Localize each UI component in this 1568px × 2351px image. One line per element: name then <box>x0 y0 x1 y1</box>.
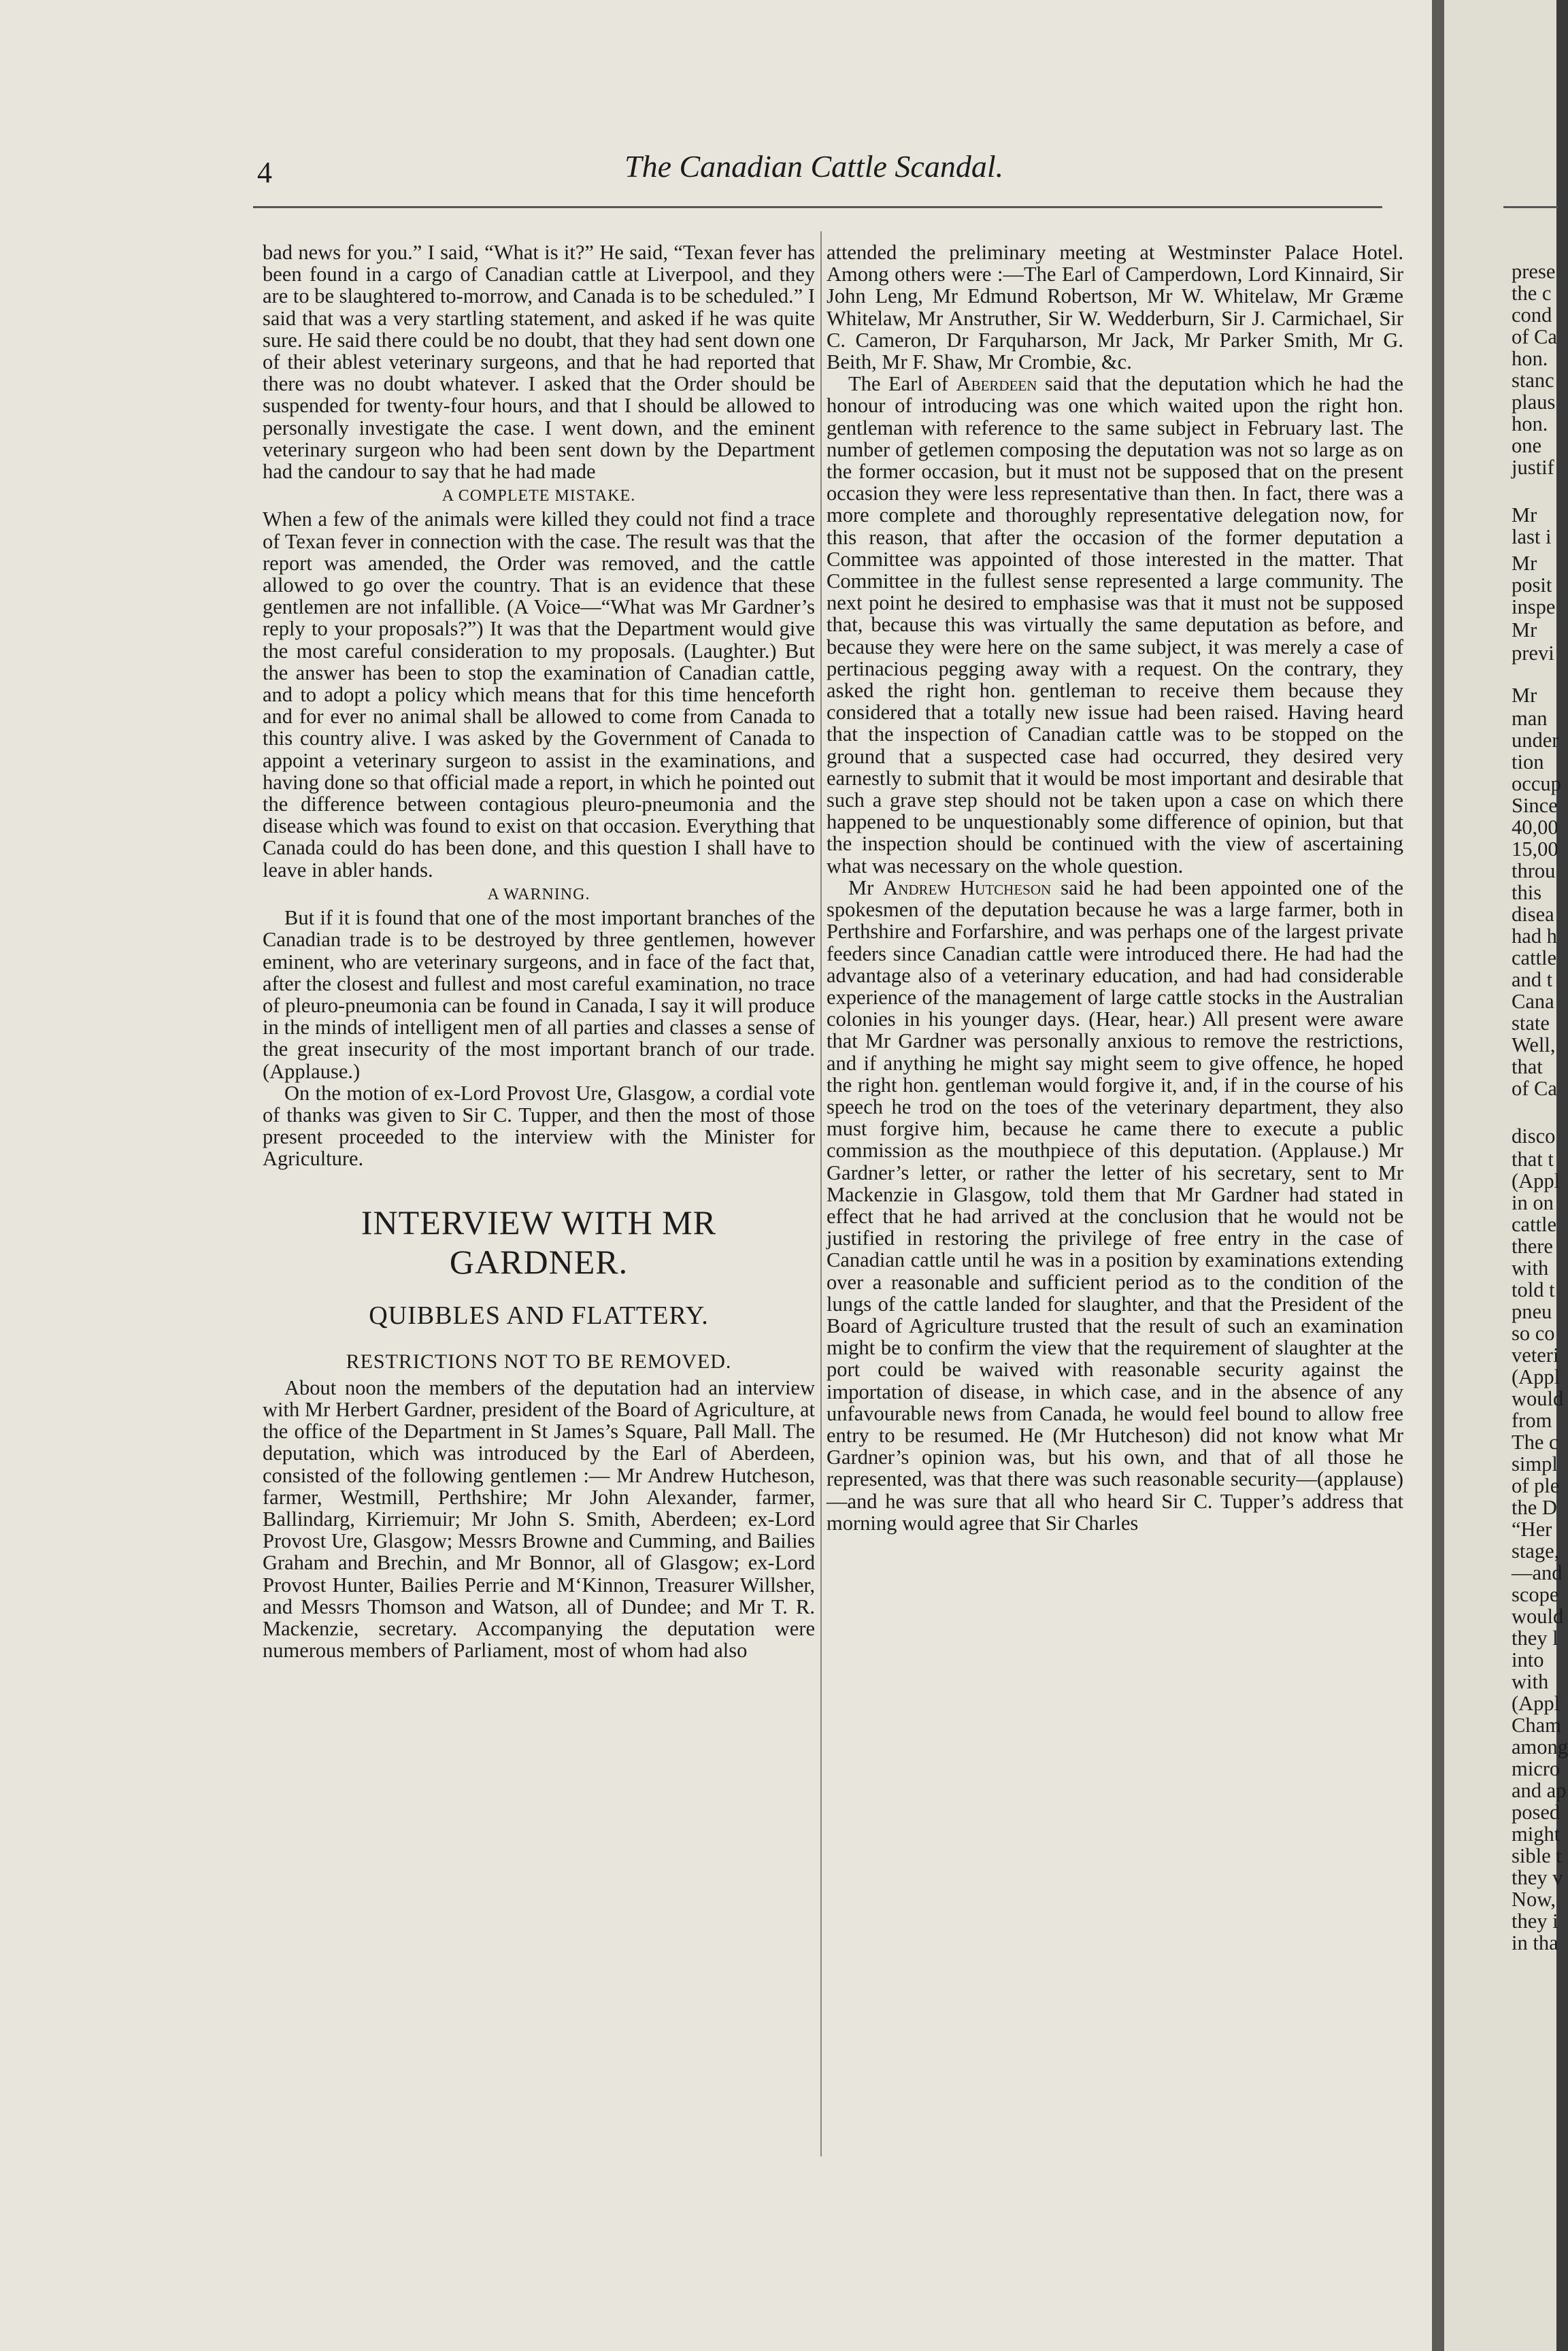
book-spine <box>1432 0 1444 2351</box>
warning-paragraph: But if it is found that one of the most important branches of the Canadian trade is to be destroyed by three gentlemen, however eminent, who are veterinary surgeons, and in face of the fact that, after the closest and fullest and most careful examination, no trace of pleuro-pneumonia can be found in Canada, I say it will produce in the minds of intelligent men of all parties and classes a sense of the great insecurity of the most important branch of our trade. (Applause.) <box>263 906 815 1083</box>
next-page-fragment: of Ca <box>1512 325 1557 348</box>
speaker-name-hutcheson: Andrew Hutcheson <box>883 876 1052 899</box>
next-page-fragment: this <box>1512 881 1542 904</box>
next-page-fragment: hon. <box>1512 347 1548 370</box>
next-page-fragment: among <box>1512 1735 1568 1758</box>
next-page-fragment: cattle <box>1512 1213 1557 1236</box>
subhead-warning: A WARNING. <box>487 885 590 903</box>
page-number: 4 <box>257 156 272 189</box>
header-rule <box>253 206 1382 208</box>
next-page-fragment: (Appl <box>1512 1692 1561 1715</box>
column-divider <box>820 231 822 2156</box>
next-page-fragment: Cana <box>1512 990 1554 1013</box>
next-page-fragment: they l <box>1512 1627 1558 1650</box>
next-page-fragment: prese <box>1512 260 1556 283</box>
next-page-fragment: simpl <box>1512 1452 1558 1475</box>
next-page-fragment: would <box>1512 1387 1564 1410</box>
next-page-fragment: and t <box>1512 968 1553 991</box>
next-page-fragment: disco <box>1512 1124 1556 1148</box>
next-page-fragment: state <box>1512 1012 1550 1035</box>
left-column <box>263 241 815 1661</box>
subhead-complete-mistake: A COMPLETE MISTAKE. <box>441 487 636 505</box>
next-page-fragment: (Appl <box>1512 1365 1561 1388</box>
next-page-fragment: occup <box>1512 772 1561 795</box>
speaker-name-aberdeen: Aberdeen <box>956 372 1037 396</box>
next-page-fragment: man <box>1512 707 1548 730</box>
next-page-fragment: had h <box>1512 924 1557 948</box>
next-page-fragment: so co <box>1512 1322 1555 1345</box>
next-page-fragment: they i <box>1512 1910 1558 1933</box>
next-page-fragment: inspe <box>1512 595 1556 618</box>
next-page-fragment: Since <box>1512 794 1558 817</box>
next-page-fragment: “Her <box>1512 1518 1552 1541</box>
aberdeen-lead: The Earl of <box>848 372 948 396</box>
next-page-fragment: hon. <box>1512 412 1548 435</box>
right-column <box>827 241 1403 1534</box>
next-page-fragment: cattle <box>1512 946 1557 969</box>
hutcheson-lead: Mr <box>848 876 874 899</box>
next-page-fragment: 40,00 <box>1512 816 1558 839</box>
next-page-fragment: Mr <box>1512 684 1537 707</box>
next-page-fragment: there <box>1512 1235 1553 1258</box>
next-page-fragment: told t <box>1512 1278 1555 1301</box>
next-page-fragment: of ple <box>1512 1474 1560 1497</box>
next-page-fragment: and ap <box>1512 1779 1567 1802</box>
next-page-fragment: one <box>1512 434 1542 457</box>
next-page-fragment: in tha <box>1512 1931 1558 1954</box>
next-page-fragment: justif <box>1512 456 1554 479</box>
next-page-fragment: that <box>1512 1055 1543 1078</box>
running-title: The Canadian Cattle Scandal. <box>624 149 1004 184</box>
next-page-fragment: (Appl <box>1512 1169 1561 1193</box>
next-page-fragment: Mr <box>1512 618 1537 641</box>
next-page-fragment: posit <box>1512 573 1552 597</box>
opening-paragraph: bad news for you.” I said, “What is it?” He said, “Texan fever has been found in a cargo of Canadian cattle at Liverpool, and they are to be slaughtered to-morrow, and Canada is to be scheduled.” I said that was a very startling statement, and asked if he was quite sure. He said there could be no doubt, that they had sent down one of their ablest veterinary surgeons, and that he had reported that there was no doubt whatever. I asked that the Order should be suspended for twenty-four hours, and that I should be allowed to personally investigate the case. I went down, and the eminent veterinary surgeon who had been sent down by the Department had the candour to say that he had made <box>263 241 815 484</box>
next-page-fragment: plaus <box>1512 390 1556 414</box>
next-page-fragment: Well, <box>1512 1033 1556 1056</box>
subheadline-restrictions: RESTRICTIONS NOT TO BE REMOVED. <box>346 1350 732 1373</box>
next-page-fragment: —and <box>1512 1561 1563 1584</box>
next-page-fragment: previ <box>1512 641 1554 665</box>
next-page-fragment: 15,00 <box>1512 837 1558 861</box>
next-page-fragment: last i <box>1512 525 1552 548</box>
next-page-fragment: throu <box>1512 859 1556 882</box>
attendees-paragraph: attended the preliminary meeting at Westminster Palace Hotel. Among others were :—The Earl of Camperdown, Lord Kinnaird, Sir John Leng, Mr Edmund Robertson, Mr W. Whitelaw, Mr Græme Whitelaw, Mr Anstruther, Sir W. Wedderburn, Sir J. Carmichael, Sir C. Cameron, Dr Farquharson, Mr Jack, Mr Parker Smith, Mr G. Beith, Mr F. Shaw, Mr Crombie, &c. <box>827 241 1403 374</box>
subheadline-quibbles: QUIBBLES AND FLATTERY. <box>369 1301 709 1330</box>
next-page-rule <box>1503 206 1558 208</box>
next-page-fragment: micro <box>1512 1757 1561 1780</box>
next-page-fragment: scope <box>1512 1583 1559 1606</box>
next-page-fragment: stanc <box>1512 369 1554 392</box>
next-page-fragment: with <box>1512 1670 1549 1693</box>
interview-paragraph: About noon the members of the deputation had an interview with Mr Herbert Gardner, president of the Board of Agriculture, at the office of the Department in St James’s Square, Pall Mall. The deputation, which was introduced by the Earl of Aberdeen, consisted of the following gentlemen :— Mr Andrew Hutcheson, farmer, Westmill, Perthshire; Mr John Alexander, farmer, Ballindarg, Kirriemuir; Mr John S. Smith, Aberdeen; ex-Lord Provost Ure, Glasgow; Messrs Browne and Cumming, and Bailies Graham and Brechin, and Mr Bonnor, all of Glasgow; ex-Lord Provost Hunter, Bailies Perrie and M‘Kinnon, Treasurer Willsher, and Messrs Thomson and Watson, all of Dundee; and Mr T. R. Mackenzie, secretary. Accompanying the deputation were numerous members of Parliament, most of whom had also <box>263 1375 815 1663</box>
aberdeen-paragraph <box>827 373 1403 877</box>
hutcheson-paragraph <box>827 877 1403 1534</box>
aberdeen-text: said that the deputation which he had the honour of introducing was one which waited upon the right hon. gentleman with reference to the same subject in February last. The number of getlemen composing the deputation was not so large as on the former occasion, but it must not be supposed that on the present occasion they were less representative than then. In fact, there was a more complete and thoroughly representative delegation now, for this reason, that after the occasion of the former deputation a Committee was appointed of those interested in the matter. That Committee in the fullest sense represented a large community. The next point he desired to emphasise was that it must not be supposed that, because this was virtually the same deputation as before, and because they were here on the same subject, it was merely a case of pertinacious pegging away with a request. On the contrary, they asked the right hon. gentleman to receive them because they considered that a totally new issue had been raised. Having heard that the inspection of Canadian cattle was to be stopped on the ground that a suspected case had occurred, they desired very earnestly to submit that it would be most important and desirable that such a grave step should not be taken upon a case on which there happened to be unquestionably some difference of opinion, but that the inspection should be continued with the view of ascertaining what was necessary on the whole question. <box>827 372 1404 878</box>
mistake-paragraph: When a few of the animals were killed they could not find a trace of Texan fever in connection with the case. The result was that the report was amended, the Order was removed, and the cattle allowed to go over the country. That is an evidence that these gentlemen are not infallible. (A Voice—“What was Mr Gardner’s reply to your proposals?”) It was that the Department would give the most careful consideration to my proposals. (Laughter.) But the answer has been to stop the examination of Canadian cattle, and to adopt a policy which means that for this time henceforth and for ever no animal shall be allowed to come from Canada to this country alive. I was asked by the Government of Canada to appoint a veterinary surgeon to assist in the examinations, and having done so that official made a report, in which he pointed out the difference between contagious pleuro-pneumonia and the disease which was found to exist on that occasion. Everything that Canada could do has been done, and this question I shall have to leave in abler hands. <box>263 507 815 882</box>
motion-paragraph: On the motion of ex-Lord Provost Ure, Glasgow, a cordial vote of thanks was given to Sir C. Tupper, and then the most of those present proceeded to the interview with the Minister for Agriculture. <box>263 1081 815 1171</box>
next-page-fragment: pneu <box>1512 1300 1552 1323</box>
next-page-fragment: with <box>1512 1256 1549 1280</box>
next-page-fragment: The c <box>1512 1431 1558 1454</box>
next-page-fragment: tion <box>1512 750 1544 773</box>
next-page-fragment: Now, <box>1512 1888 1556 1911</box>
next-page-fragment: might <box>1512 1822 1561 1846</box>
next-page-fragment: sible t <box>1512 1844 1562 1867</box>
next-page-fragment: of Ca <box>1512 1077 1557 1100</box>
next-page-fragment: into <box>1512 1648 1544 1671</box>
next-page-fragment: Mr <box>1512 503 1537 527</box>
next-page-fragment: Mr <box>1512 552 1537 575</box>
next-page-fragment: in on <box>1512 1191 1554 1214</box>
next-page-fragment: cond <box>1512 303 1552 327</box>
next-page-fragment: from <box>1512 1409 1552 1432</box>
next-page-fragment: Cham <box>1512 1714 1561 1737</box>
next-page-fragment: disea <box>1512 903 1554 926</box>
next-page-fragment: posed <box>1512 1801 1561 1824</box>
next-page-fragment: veteri <box>1512 1344 1559 1367</box>
next-page-fragment: under <box>1512 729 1559 752</box>
headline-interview: INTERVIEW WITH MR GARDNER. <box>361 1203 717 1281</box>
hutcheson-text: said he had been appointed one of the spokesmen of the deputation because he was a large farmer, both in Perthshire and Forfarshire, and was perhaps one of the largest private feeders since Canadian cattle were introduced there. He had had the advantage also of a veterinary education, and had had considerable experience of the management of large cattle stocks in the Australian colonies in his younger days. (Hear, hear.) All present were aware that Mr Gardner was personally anxious to remove the restrictions, and if anything he might say might seem to give offence, he hoped the right hon. gentleman would forgive it, and, if in the course of his speech he trod on the toes of the veterinary department, they also must forgive him, because he came there to execute a public commission as the mouthpiece of this deputation. (Applause.) Mr Gardner’s letter, or rather the letter of his secretary, sent to Mr Mackenzie in Glasgow, told them that Mr Gardner had stated in effect that he had arrived at the conclusion that he would not be justified in restoring the privilege of free entry in the case of Canadian cattle until he was in a position by examinations extending over a reasonable and sufficient period as to the condition of the lungs of the cattle landed for slaughter, and that the President of the Board of Agriculture trusted that the result of such an examination might be to confirm the view that the requirement of slaughter at the port could be waived with reasonable security against the importation of disease, in which case, and in the absence of any unfavourable news from Canada, he would feel bound to allow free entry to be resumed. He (Mr Hutcheson) did not know what Mr Gardner’s opinion was, but his own, and that of all those he represented, was that there was such reasonable security—(applause)—and he was sure that all who heard Sir C. Tupper’s address that morning would agree that Sir Charles <box>827 876 1404 1535</box>
next-page-fragment: they v <box>1512 1866 1563 1889</box>
next-page-fragment: the c <box>1512 282 1552 305</box>
next-page-fragment: stage, <box>1512 1539 1560 1563</box>
next-page-fragment: would <box>1512 1605 1564 1628</box>
next-page-fragment: the D <box>1512 1496 1557 1519</box>
next-page-fragment: that t <box>1512 1148 1554 1171</box>
